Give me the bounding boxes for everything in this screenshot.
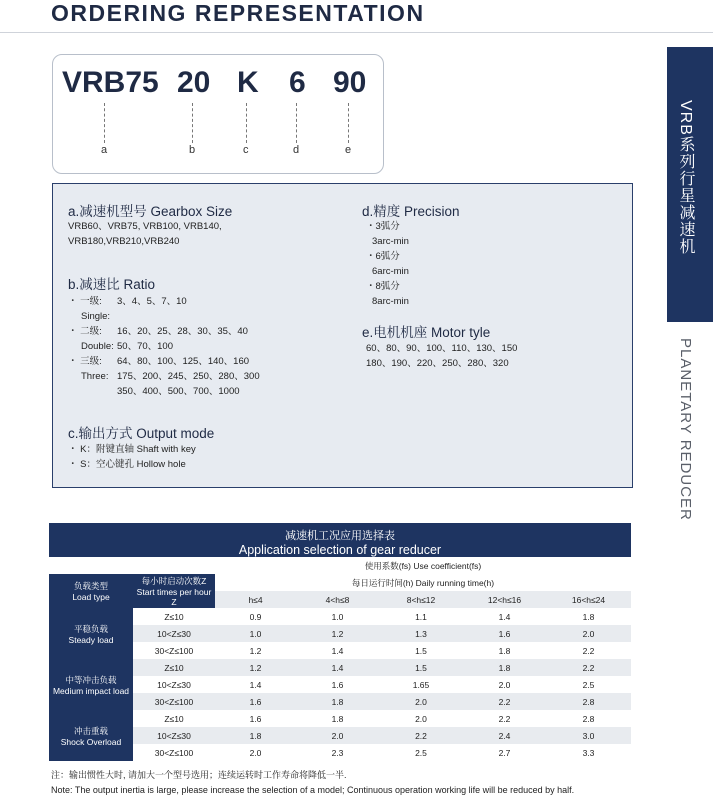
load-type-en: Medium impact load	[52, 685, 130, 696]
coefficient-cell: 2.2	[463, 710, 546, 727]
motor-type-line: 60、80、90、100、110、130、150	[366, 343, 518, 354]
coefficient-cell: 0.9	[215, 608, 296, 625]
table-row	[49, 744, 631, 761]
motor-type-line: 180、190、220、250、280、320	[366, 358, 509, 369]
coefficient-cell: 1.4	[215, 676, 296, 693]
application-table	[49, 557, 631, 761]
gearbox-size-line: VRB180,VRB210,VRB240	[68, 236, 180, 247]
load-type-en: Shock Overload	[60, 736, 122, 747]
coefficient-cell: 1.5	[379, 659, 463, 676]
coefficient-cell: 2.0	[215, 744, 296, 761]
start-times-header	[133, 574, 215, 608]
load-type-cn: 负载类型	[73, 581, 108, 591]
start-times-cell: 10<Z≤30	[133, 625, 215, 642]
load-type-en: Load type	[72, 592, 110, 602]
code-connector-a	[104, 103, 105, 143]
coefficient-cell: 1.6	[296, 676, 379, 693]
ratio-single-values: 3、4、5、7、10	[117, 296, 187, 307]
load-type-cn: 平稳负载	[73, 623, 108, 634]
coefficient-cell: 2.3	[296, 744, 379, 761]
coefficient-cell: 3.0	[546, 727, 631, 744]
load-type-cell	[49, 659, 133, 710]
ratio-three-values: 64、80、100、125、140、160	[117, 356, 250, 367]
precision-line: ・3弧分	[366, 221, 400, 232]
coefficient-cell: 2.0	[379, 710, 463, 727]
precision-line: ・6弧分	[366, 251, 400, 262]
coefficient-cell: 1.65	[379, 676, 463, 693]
coefficient-cell: 2.0	[463, 676, 546, 693]
ratio-three-values: 350、400、500、700、1000	[117, 386, 240, 397]
table-row	[49, 659, 631, 676]
table-blank-cell	[133, 557, 215, 574]
hour-column-header: h≤4	[215, 591, 296, 608]
note-cn: 注：输出惯性大时, 请加大一个型号选用；连续运转时工作寿命将降低一半.	[51, 770, 347, 780]
precision-line: 6arc-min	[372, 266, 409, 277]
coefficient-cell: 1.6	[215, 710, 296, 727]
coefficient-cell: 1.3	[379, 625, 463, 642]
code-letter-a: a	[101, 144, 108, 156]
table-row	[49, 710, 631, 727]
table-row	[49, 608, 631, 625]
daily-hours-header: 每日运行时间(h) Daily running time(h)	[215, 574, 631, 591]
coefficient-cell: 1.0	[215, 625, 296, 642]
output-mode-line: ・ K：附键直轴 Shaft with key	[68, 444, 196, 455]
code-letter-e: e	[345, 144, 352, 156]
coefficient-cell: 1.8	[463, 642, 546, 659]
code-part-c: K	[237, 66, 259, 99]
ratio-three-en: Three:	[81, 371, 109, 382]
gearbox-size-title: a.减速机型号 Gearbox Size	[68, 204, 233, 219]
ratio-double-values: 50、70、100	[117, 341, 173, 352]
code-connector-e	[348, 103, 349, 143]
table-row	[49, 676, 631, 693]
code-connector-d	[296, 103, 297, 143]
load-type-cn: 冲击重载	[73, 725, 108, 736]
table-title	[49, 523, 631, 557]
load-type-en: Steady load	[68, 634, 114, 645]
side-label-en: PLANETARY REDUCER	[677, 338, 694, 521]
coefficient-cell: 1.2	[215, 642, 296, 659]
table-row	[49, 693, 631, 710]
start-times-cell: Z≤10	[133, 608, 215, 625]
load-type-cell	[49, 608, 133, 659]
coefficient-cell: 2.8	[546, 710, 631, 727]
coefficient-cell: 1.2	[215, 659, 296, 676]
start-times-cell: 30<Z≤100	[133, 693, 215, 710]
coefficient-cell: 1.0	[296, 608, 379, 625]
coefficient-cell: 1.6	[463, 625, 546, 642]
coefficient-cell: 1.1	[379, 608, 463, 625]
start-times-cell: 30<Z≤100	[133, 744, 215, 761]
start-times-cell: Z≤10	[133, 659, 215, 676]
ratio-single-label: ・ 一级:	[68, 296, 102, 307]
coefficient-cell: 3.3	[546, 744, 631, 761]
load-type-cn: 中等冲击负载	[65, 674, 117, 685]
start-times-cell: 10<Z≤30	[133, 676, 215, 693]
coefficient-cell: 1.8	[215, 727, 296, 744]
note-en: Note: The output inertia is large, please increase the selection of a model; Continuous operation working life will be reduced by half.	[51, 785, 575, 795]
coefficient-cell: 2.0	[379, 693, 463, 710]
table-row	[49, 642, 631, 659]
header-divider	[0, 32, 713, 33]
code-part-e: 90	[333, 66, 367, 99]
start-times-cell: 30<Z≤100	[133, 642, 215, 659]
coefficient-cell: 1.5	[379, 642, 463, 659]
start-times-en: Start times per hour Z	[136, 587, 212, 607]
start-times-cell: 10<Z≤30	[133, 727, 215, 744]
ratio-three-values: 175、200、245、250、280、300	[117, 371, 260, 382]
hour-column-header: 12<h≤16	[463, 591, 546, 608]
table-row	[49, 727, 631, 744]
start-times-cn: 每小时启动次数Z	[141, 576, 207, 586]
motor-type-title: e.电机机座 Motor tyle	[362, 325, 491, 340]
coefficient-cell: 2.5	[546, 676, 631, 693]
coefficient-cell: 1.8	[546, 608, 631, 625]
precision-line: 3arc-min	[372, 236, 409, 247]
coefficient-cell: 1.8	[463, 659, 546, 676]
code-connector-c	[246, 103, 247, 143]
output-mode-line: ・ S：空心键孔 Hollow hole	[68, 459, 186, 470]
coefficient-cell: 1.4	[296, 642, 379, 659]
coefficient-cell: 1.4	[296, 659, 379, 676]
precision-title: d.精度 Precision	[362, 204, 460, 219]
coefficient-cell: 2.2	[546, 659, 631, 676]
code-part-b: 20	[177, 66, 211, 99]
coefficient-cell: 2.2	[463, 693, 546, 710]
coefficient-cell: 2.0	[546, 625, 631, 642]
code-connector-b	[192, 103, 193, 143]
ratio-double-en: Double:	[81, 341, 114, 352]
coefficient-cell: 2.4	[463, 727, 546, 744]
hour-column-header: 16<h≤24	[546, 591, 631, 608]
code-part-d: 6	[289, 66, 306, 99]
coefficient-header: 使用系数(fs) Use coefficient(fs)	[215, 557, 631, 574]
coefficient-cell: 2.0	[296, 727, 379, 744]
precision-line: 8arc-min	[372, 296, 409, 307]
code-part-a: VRB75	[62, 66, 159, 99]
coefficient-cell: 2.2	[379, 727, 463, 744]
code-letter-c: c	[243, 144, 249, 156]
ratio-double-values: 16、20、25、28、30、35、40	[117, 326, 248, 337]
coefficient-cell: 2.8	[546, 693, 631, 710]
ratio-single-en: Single:	[81, 311, 111, 322]
coefficient-cell: 1.6	[215, 693, 296, 710]
coefficient-cell: 2.7	[463, 744, 546, 761]
gearbox-size-line: VRB60、VRB75, VRB100, VRB140,	[68, 221, 222, 232]
ratio-double-label: ・ 二级:	[68, 326, 102, 337]
start-times-cell: Z≤10	[133, 710, 215, 727]
output-mode-title: c.输出方式 Output mode	[68, 426, 215, 441]
page-title: ORDERING REPRESENTATION	[51, 0, 425, 26]
table-title-en: Application selection of gear reducer	[238, 543, 442, 557]
table-row	[49, 625, 631, 642]
table-blank-cell	[49, 557, 133, 574]
precision-line: ・8弧分	[366, 281, 400, 292]
code-letter-b: b	[189, 144, 196, 156]
hour-column-header: 8<h≤12	[379, 591, 463, 608]
load-type-cell	[49, 710, 133, 761]
ratio-title: b.减速比 Ratio	[68, 277, 156, 292]
ratio-three-label: ・ 三级:	[68, 356, 102, 367]
side-tab-label-cn: VRB系列行星减速机	[677, 100, 694, 255]
code-letter-d: d	[293, 144, 300, 156]
hour-column-header: 4<h≤8	[296, 591, 379, 608]
coefficient-cell: 1.8	[296, 693, 379, 710]
coefficient-cell: 2.5	[379, 744, 463, 761]
coefficient-cell: 1.2	[296, 625, 379, 642]
load-type-header	[49, 574, 133, 608]
coefficient-cell: 1.8	[296, 710, 379, 727]
table-title-cn: 减速机工况应用选择表	[285, 530, 395, 542]
coefficient-cell: 1.4	[463, 608, 546, 625]
coefficient-cell: 2.2	[546, 642, 631, 659]
